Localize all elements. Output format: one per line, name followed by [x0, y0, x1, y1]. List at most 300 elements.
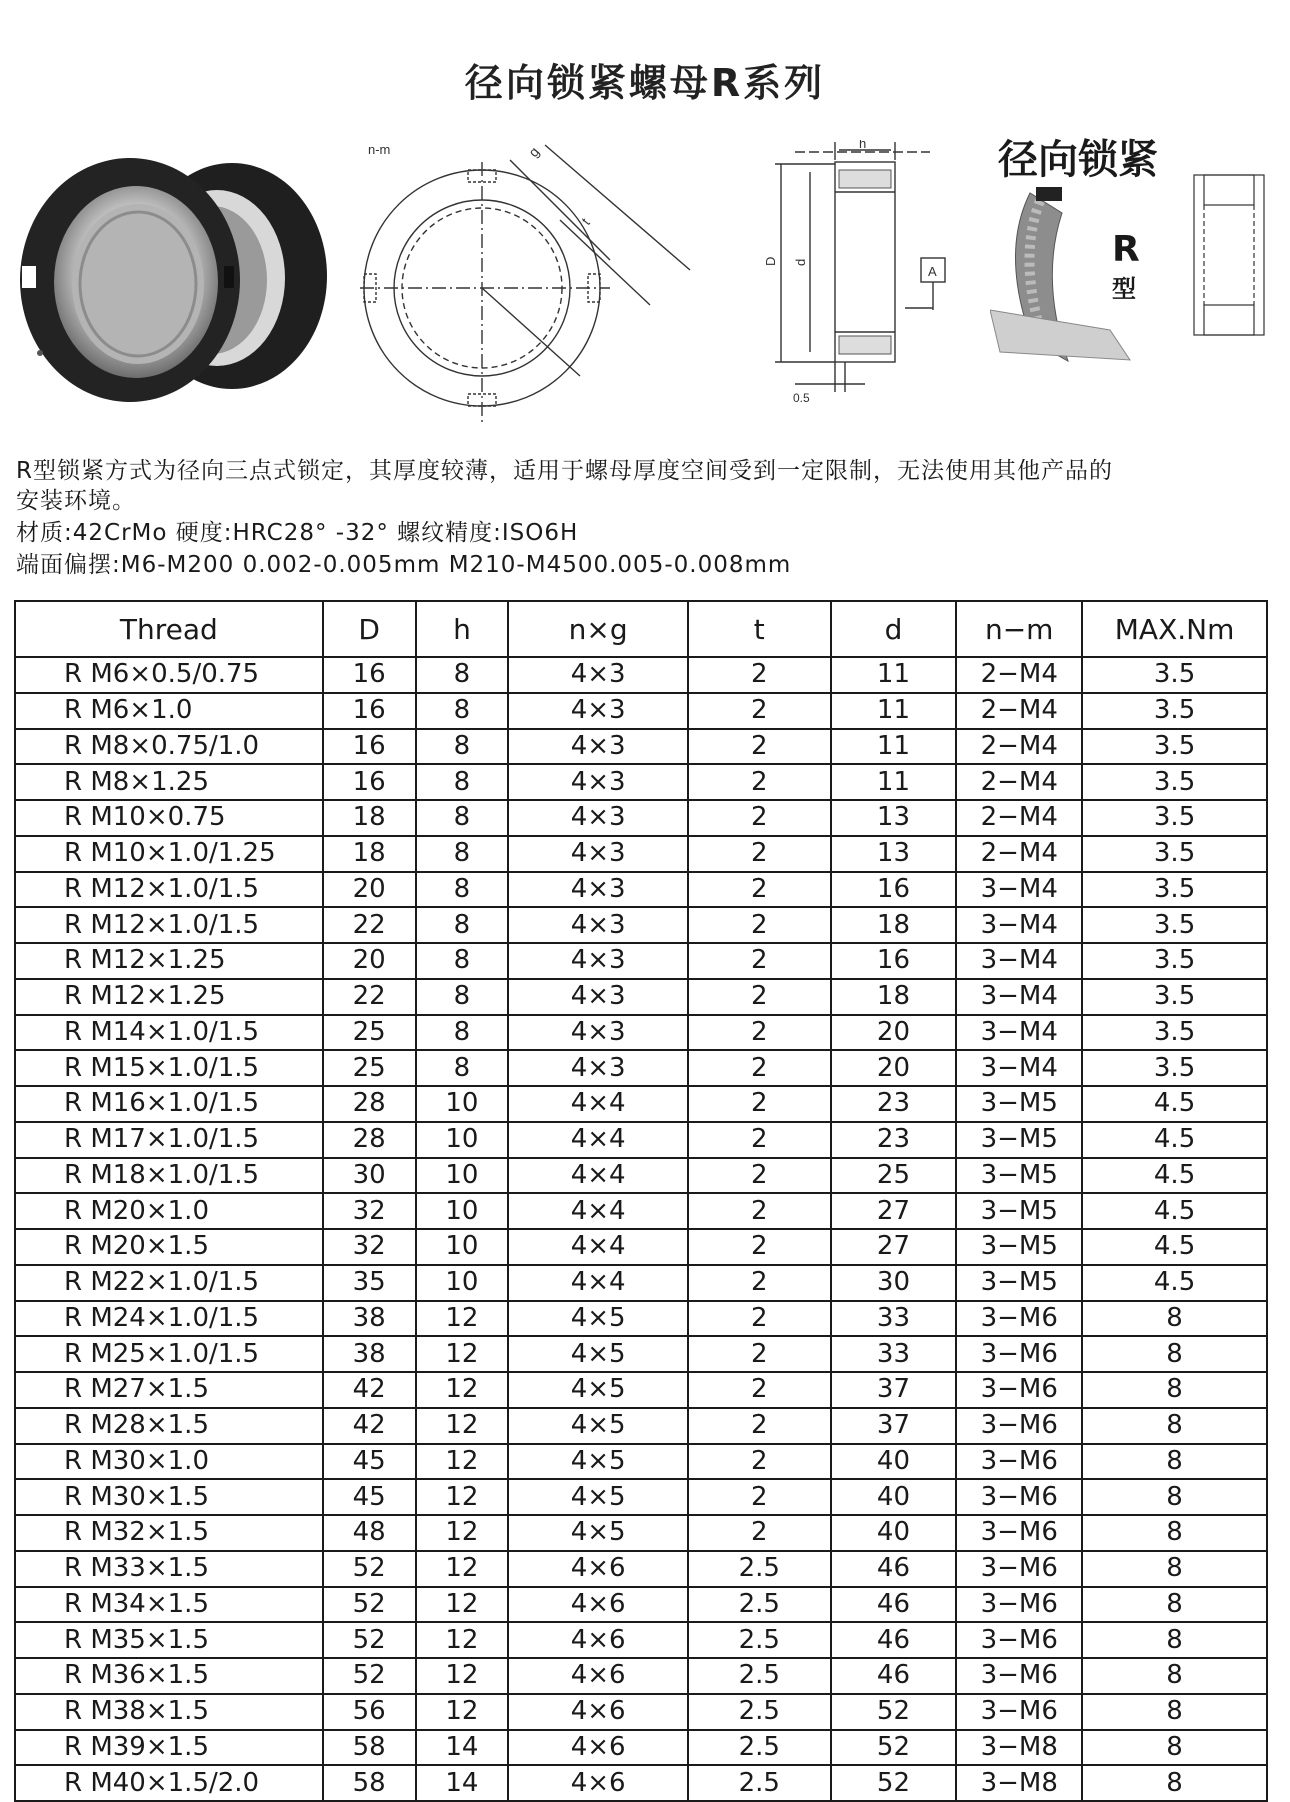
cell-thread: R M36×1.5 [15, 1658, 323, 1694]
cell-d-outer: 20 [323, 872, 416, 908]
cell-d-inner: 23 [831, 1122, 957, 1158]
cell-d-inner: 27 [831, 1229, 957, 1265]
cell-nxg: 4×6 [508, 1658, 688, 1694]
cell-d-outer: 56 [323, 1694, 416, 1730]
cell-t: 2 [688, 872, 831, 908]
cell-h: 14 [416, 1730, 509, 1766]
cell-h: 12 [416, 1444, 509, 1480]
cell-d-outer: 25 [323, 1050, 416, 1086]
cell-d-outer: 22 [323, 979, 416, 1015]
cell-nm: 3−M6 [956, 1515, 1082, 1551]
cell-max-nm: 3.5 [1082, 800, 1267, 836]
cell-t: 2.5 [688, 1622, 831, 1658]
cell-max-nm: 8 [1082, 1658, 1267, 1694]
svg-text:n-m: n-m [368, 142, 391, 157]
cell-h: 12 [416, 1301, 509, 1337]
table-row [15, 1622, 1267, 1658]
cell-nm: 3−M4 [956, 907, 1082, 943]
cell-max-nm: 3.5 [1082, 1050, 1267, 1086]
spec-table [14, 600, 1268, 1802]
cell-nm: 3−M6 [956, 1408, 1082, 1444]
cell-h: 8 [416, 657, 509, 693]
cell-nxg: 4×5 [508, 1515, 688, 1551]
cell-d-outer: 32 [323, 1193, 416, 1229]
cell-nm: 3−M6 [956, 1587, 1082, 1623]
table-row [15, 1551, 1267, 1587]
cell-d-outer: 16 [323, 764, 416, 800]
cell-d-outer: 52 [323, 1622, 416, 1658]
cell-nxg: 4×3 [508, 907, 688, 943]
cell-d-inner: 18 [831, 979, 957, 1015]
cell-d-outer: 42 [323, 1408, 416, 1444]
cell-d-inner: 40 [831, 1479, 957, 1515]
cell-thread: R M38×1.5 [15, 1694, 323, 1730]
cell-nm: 2−M4 [956, 800, 1082, 836]
cell-t: 2 [688, 1301, 831, 1337]
cell-d-outer: 25 [323, 1015, 416, 1051]
cell-max-nm: 8 [1082, 1301, 1267, 1337]
cell-t: 2 [688, 764, 831, 800]
cell-thread: R M22×1.0/1.5 [15, 1265, 323, 1301]
cell-max-nm: 3.5 [1082, 657, 1267, 693]
cell-nm: 3−M4 [956, 979, 1082, 1015]
cell-t: 2 [688, 1372, 831, 1408]
cell-nxg: 4×4 [508, 1122, 688, 1158]
svg-text:0.5: 0.5 [793, 391, 810, 405]
cell-nxg: 4×3 [508, 764, 688, 800]
cell-nm: 3−M6 [956, 1444, 1082, 1480]
cell-t: 2 [688, 907, 831, 943]
cell-t: 2.5 [688, 1765, 831, 1801]
page-title: 径向锁紧螺母R系列 [464, 61, 826, 105]
cell-d-inner: 11 [831, 729, 957, 765]
cell-thread: R M12×1.25 [15, 979, 323, 1015]
cell-d-outer: 20 [323, 943, 416, 979]
cell-d-inner: 40 [831, 1515, 957, 1551]
table-row [15, 907, 1267, 943]
cell-thread: R M33×1.5 [15, 1551, 323, 1587]
cell-h: 8 [416, 872, 509, 908]
cell-d-inner: 46 [831, 1551, 957, 1587]
cell-t: 2 [688, 1158, 831, 1194]
cell-t: 2 [688, 1336, 831, 1372]
cell-h: 12 [416, 1479, 509, 1515]
cell-d-outer: 45 [323, 1479, 416, 1515]
cell-nxg: 4×4 [508, 1158, 688, 1194]
cell-nxg: 4×4 [508, 1193, 688, 1229]
cell-thread: R M15×1.0/1.5 [15, 1050, 323, 1086]
material-spec: 材质:42CrMo 硬度:HRC28° -32° 螺纹精度:ISO6H [16, 520, 579, 546]
cell-thread: R M35×1.5 [15, 1622, 323, 1658]
front-view-drawing [360, 140, 710, 425]
table-row [15, 1050, 1267, 1086]
cell-t: 2 [688, 1229, 831, 1265]
cell-nm: 2−M4 [956, 764, 1082, 800]
description-text: 安装环境。 [16, 488, 136, 514]
cell-t: 2.5 [688, 1587, 831, 1623]
cell-h: 12 [416, 1515, 509, 1551]
cell-t: 2 [688, 1408, 831, 1444]
col-header-t: t [688, 601, 831, 657]
cell-h: 14 [416, 1765, 509, 1801]
cell-nm: 3−M4 [956, 943, 1082, 979]
cell-nxg: 4×6 [508, 1694, 688, 1730]
cell-thread: R M8×0.75/1.0 [15, 729, 323, 765]
cell-nm: 3−M6 [956, 1336, 1082, 1372]
cell-thread: R M6×1.0 [15, 693, 323, 729]
cell-thread: R M17×1.0/1.5 [15, 1122, 323, 1158]
cell-nm: 3−M6 [956, 1622, 1082, 1658]
cell-h: 10 [416, 1086, 509, 1122]
cell-max-nm: 3.5 [1082, 872, 1267, 908]
cell-max-nm: 8 [1082, 1587, 1267, 1623]
cell-max-nm: 3.5 [1082, 907, 1267, 943]
cell-nm: 3−M6 [956, 1301, 1082, 1337]
cell-max-nm: 8 [1082, 1694, 1267, 1730]
cell-d-inner: 18 [831, 907, 957, 943]
cell-max-nm: 3.5 [1082, 764, 1267, 800]
table-row [15, 979, 1267, 1015]
cell-nxg: 4×3 [508, 836, 688, 872]
cell-h: 10 [416, 1193, 509, 1229]
cell-d-inner: 37 [831, 1408, 957, 1444]
cell-max-nm: 4.5 [1082, 1193, 1267, 1229]
cell-nxg: 4×3 [508, 729, 688, 765]
cell-t: 2 [688, 1515, 831, 1551]
cell-h: 8 [416, 836, 509, 872]
cell-nxg: 4×3 [508, 1015, 688, 1051]
cell-thread: R M12×1.0/1.5 [15, 907, 323, 943]
cell-h: 10 [416, 1122, 509, 1158]
cell-d-inner: 11 [831, 693, 957, 729]
cell-t: 2 [688, 1050, 831, 1086]
cell-thread: R M34×1.5 [15, 1587, 323, 1623]
cell-d-inner: 46 [831, 1622, 957, 1658]
svg-text:d: d [793, 258, 808, 266]
cell-h: 8 [416, 907, 509, 943]
cell-d-outer: 35 [323, 1265, 416, 1301]
cell-d-outer: 38 [323, 1336, 416, 1372]
cell-nxg: 4×4 [508, 1086, 688, 1122]
cell-nm: 3−M6 [956, 1551, 1082, 1587]
cell-nxg: 4×5 [508, 1479, 688, 1515]
svg-text:g: g [525, 143, 543, 160]
cell-d-outer: 18 [323, 836, 416, 872]
cell-thread: R M30×1.5 [15, 1479, 323, 1515]
table-row [15, 872, 1267, 908]
cell-thread: R M16×1.0/1.5 [15, 1086, 323, 1122]
col-header-nxg: n×g [508, 601, 688, 657]
cell-d-inner: 20 [831, 1050, 957, 1086]
cell-d-outer: 38 [323, 1301, 416, 1337]
cell-d-outer: 58 [323, 1730, 416, 1766]
cell-max-nm: 3.5 [1082, 1015, 1267, 1051]
cell-t: 2.5 [688, 1694, 831, 1730]
cell-d-outer: 52 [323, 1658, 416, 1694]
cell-nxg: 4×6 [508, 1765, 688, 1801]
cell-nxg: 4×6 [508, 1551, 688, 1587]
cell-nxg: 4×3 [508, 943, 688, 979]
cell-d-outer: 16 [323, 693, 416, 729]
cell-t: 2 [688, 1479, 831, 1515]
cell-nm: 3−M5 [956, 1229, 1082, 1265]
svg-text:t: t [578, 214, 593, 228]
svg-text:h: h [859, 140, 867, 151]
cell-h: 12 [416, 1372, 509, 1408]
cell-d-outer: 48 [323, 1515, 416, 1551]
cell-h: 12 [416, 1622, 509, 1658]
cell-nxg: 4×5 [508, 1336, 688, 1372]
cell-max-nm: 8 [1082, 1622, 1267, 1658]
col-header-h: h [416, 601, 509, 657]
cell-nxg: 4×5 [508, 1301, 688, 1337]
cell-d-inner: 46 [831, 1587, 957, 1623]
cell-d-inner: 40 [831, 1444, 957, 1480]
cell-nm: 2−M4 [956, 836, 1082, 872]
cell-d-outer: 58 [323, 1765, 416, 1801]
cell-max-nm: 3.5 [1082, 943, 1267, 979]
cell-nm: 3−M6 [956, 1372, 1082, 1408]
cell-t: 2 [688, 1193, 831, 1229]
cell-nxg: 4×3 [508, 979, 688, 1015]
cell-thread: R M20×1.5 [15, 1229, 323, 1265]
cell-thread: R M18×1.0/1.5 [15, 1158, 323, 1194]
cell-nxg: 4×6 [508, 1730, 688, 1766]
cell-d-outer: 52 [323, 1551, 416, 1587]
cell-t: 2.5 [688, 1551, 831, 1587]
cell-max-nm: 4.5 [1082, 1265, 1267, 1301]
table-row [15, 1515, 1267, 1551]
cell-d-inner: 11 [831, 764, 957, 800]
cell-h: 8 [416, 764, 509, 800]
cell-max-nm: 4.5 [1082, 1158, 1267, 1194]
cell-d-outer: 16 [323, 657, 416, 693]
cell-d-inner: 37 [831, 1372, 957, 1408]
cell-d-outer: 45 [323, 1444, 416, 1480]
cell-h: 8 [416, 729, 509, 765]
cell-thread: R M12×1.0/1.5 [15, 872, 323, 908]
table-row [15, 1658, 1267, 1694]
cell-thread: R M27×1.5 [15, 1372, 323, 1408]
cell-h: 8 [416, 943, 509, 979]
cell-d-inner: 13 [831, 836, 957, 872]
cell-max-nm: 4.5 [1082, 1122, 1267, 1158]
cell-d-inner: 16 [831, 943, 957, 979]
cell-h: 10 [416, 1265, 509, 1301]
col-header-d-outer: D [323, 601, 416, 657]
cell-h: 12 [416, 1694, 509, 1730]
table-row [15, 1193, 1267, 1229]
cell-nxg: 4×4 [508, 1229, 688, 1265]
cell-h: 12 [416, 1587, 509, 1623]
cell-nm: 2−M4 [956, 657, 1082, 693]
table-row [15, 764, 1267, 800]
cell-d-outer: 42 [323, 1372, 416, 1408]
svg-text:径向锁紧: 径向锁紧 [998, 137, 1158, 183]
cell-d-inner: 33 [831, 1301, 957, 1337]
cell-t: 2 [688, 729, 831, 765]
table-row [15, 1336, 1267, 1372]
cell-nxg: 4×3 [508, 1050, 688, 1086]
cell-thread: R M14×1.0/1.5 [15, 1015, 323, 1051]
product-photo [12, 148, 357, 410]
cell-nm: 2−M4 [956, 693, 1082, 729]
cell-d-outer: 16 [323, 729, 416, 765]
cell-d-inner: 30 [831, 1265, 957, 1301]
cell-h: 8 [416, 1050, 509, 1086]
cell-max-nm: 8 [1082, 1551, 1267, 1587]
cell-t: 2 [688, 1015, 831, 1051]
cell-t: 2 [688, 836, 831, 872]
face-runout-spec: 端面偏摆:M6-M200 0.002-0.005mm M210-M4500.005-0.008mm [16, 552, 792, 578]
table-row [15, 1408, 1267, 1444]
cell-d-outer: 18 [323, 800, 416, 836]
cell-nm: 3−M4 [956, 1050, 1082, 1086]
cell-thread: R M10×0.75 [15, 800, 323, 836]
cell-h: 12 [416, 1336, 509, 1372]
cell-d-outer: 32 [323, 1229, 416, 1265]
cell-t: 2.5 [688, 1730, 831, 1766]
cell-nxg: 4×5 [508, 1444, 688, 1480]
cell-h: 12 [416, 1551, 509, 1587]
cell-thread: R M24×1.0/1.5 [15, 1301, 323, 1337]
table-row [15, 1265, 1267, 1301]
cell-thread: R M39×1.5 [15, 1730, 323, 1766]
col-header-max-nm: MAX.Nm [1082, 601, 1267, 657]
cell-nm: 3−M5 [956, 1158, 1082, 1194]
cell-thread: R M32×1.5 [15, 1515, 323, 1551]
cell-h: 12 [416, 1408, 509, 1444]
cell-max-nm: 8 [1082, 1479, 1267, 1515]
cell-d-inner: 13 [831, 800, 957, 836]
cell-d-inner: 52 [831, 1694, 957, 1730]
cell-d-inner: 25 [831, 1158, 957, 1194]
cell-nxg: 4×3 [508, 800, 688, 836]
cell-d-inner: 52 [831, 1765, 957, 1801]
table-row [15, 657, 1267, 693]
cell-max-nm: 8 [1082, 1408, 1267, 1444]
table-row [15, 1158, 1267, 1194]
cell-h: 8 [416, 800, 509, 836]
cell-nm: 3−M6 [956, 1694, 1082, 1730]
cell-d-inner: 23 [831, 1086, 957, 1122]
cell-nxg: 4×5 [508, 1372, 688, 1408]
cell-nm: 2−M4 [956, 729, 1082, 765]
cell-d-outer: 28 [323, 1086, 416, 1122]
table-row [15, 1086, 1267, 1122]
cell-max-nm: 8 [1082, 1730, 1267, 1766]
cell-max-nm: 3.5 [1082, 729, 1267, 765]
cell-t: 2 [688, 1122, 831, 1158]
description-text: R型锁紧方式为径向三点式锁定，其厚度较薄，适用于螺母厚度空间受到一定限制，无法使用其他产品的 [16, 458, 1113, 484]
cell-nm: 3−M5 [956, 1193, 1082, 1229]
cell-t: 2 [688, 657, 831, 693]
cell-max-nm: 4.5 [1082, 1229, 1267, 1265]
table-row [15, 1587, 1267, 1623]
cell-d-inner: 11 [831, 657, 957, 693]
table-row [15, 800, 1267, 836]
cell-thread: R M25×1.0/1.5 [15, 1336, 323, 1372]
cell-d-inner: 46 [831, 1658, 957, 1694]
table-row [15, 1301, 1267, 1337]
table-row [15, 836, 1267, 872]
cell-nxg: 4×3 [508, 657, 688, 693]
cell-thread: R M6×0.5/0.75 [15, 657, 323, 693]
col-header-nm: n−m [956, 601, 1082, 657]
cell-max-nm: 8 [1082, 1372, 1267, 1408]
cell-h: 12 [416, 1658, 509, 1694]
cell-max-nm: 8 [1082, 1336, 1267, 1372]
cell-max-nm: 3.5 [1082, 979, 1267, 1015]
table-row [15, 693, 1267, 729]
side-view-drawing [755, 140, 970, 420]
cell-nxg: 4×6 [508, 1622, 688, 1658]
cell-thread: R M40×1.5/2.0 [15, 1765, 323, 1801]
svg-text:A: A [928, 264, 937, 279]
cell-nm: 3−M6 [956, 1658, 1082, 1694]
cell-nm: 3−M4 [956, 1015, 1082, 1051]
cell-t: 2 [688, 1444, 831, 1480]
cell-nxg: 4×5 [508, 1408, 688, 1444]
cell-nxg: 4×4 [508, 1265, 688, 1301]
table-row [15, 1694, 1267, 1730]
cell-nxg: 4×3 [508, 693, 688, 729]
cell-d-inner: 33 [831, 1336, 957, 1372]
cell-t: 2 [688, 943, 831, 979]
cell-max-nm: 4.5 [1082, 1086, 1267, 1122]
cutaway-illustration [990, 135, 1280, 425]
svg-text:R: R [1112, 229, 1140, 270]
cell-d-inner: 27 [831, 1193, 957, 1229]
cell-d-inner: 20 [831, 1015, 957, 1051]
cell-thread: R M28×1.5 [15, 1408, 323, 1444]
cell-t: 2 [688, 693, 831, 729]
cell-d-outer: 52 [323, 1587, 416, 1623]
table-row [15, 1122, 1267, 1158]
cell-d-inner: 16 [831, 872, 957, 908]
cell-h: 10 [416, 1229, 509, 1265]
cell-t: 2 [688, 1086, 831, 1122]
svg-text:D: D [763, 256, 778, 266]
cell-d-outer: 30 [323, 1158, 416, 1194]
cell-t: 2 [688, 1265, 831, 1301]
cell-d-inner: 52 [831, 1730, 957, 1766]
cell-nm: 3−M5 [956, 1122, 1082, 1158]
cell-nm: 3−M8 [956, 1765, 1082, 1801]
cell-max-nm: 3.5 [1082, 693, 1267, 729]
cell-h: 8 [416, 979, 509, 1015]
cell-nm: 3−M6 [956, 1479, 1082, 1515]
cell-thread: R M20×1.0 [15, 1193, 323, 1229]
cell-nm: 3−M4 [956, 872, 1082, 908]
col-header-d-inner: d [831, 601, 957, 657]
table-row [15, 1372, 1267, 1408]
table-row [15, 1479, 1267, 1515]
table-row [15, 1229, 1267, 1265]
table-row [15, 1015, 1267, 1051]
cell-nxg: 4×6 [508, 1587, 688, 1623]
table-header-row [15, 601, 1267, 657]
cell-nm: 3−M8 [956, 1730, 1082, 1766]
cell-h: 10 [416, 1158, 509, 1194]
cell-nm: 3−M5 [956, 1086, 1082, 1122]
cell-h: 8 [416, 1015, 509, 1051]
cell-max-nm: 8 [1082, 1765, 1267, 1801]
description-block [16, 456, 1278, 580]
cell-max-nm: 3.5 [1082, 836, 1267, 872]
cell-d-outer: 28 [323, 1122, 416, 1158]
cell-thread: R M10×1.0/1.25 [15, 836, 323, 872]
